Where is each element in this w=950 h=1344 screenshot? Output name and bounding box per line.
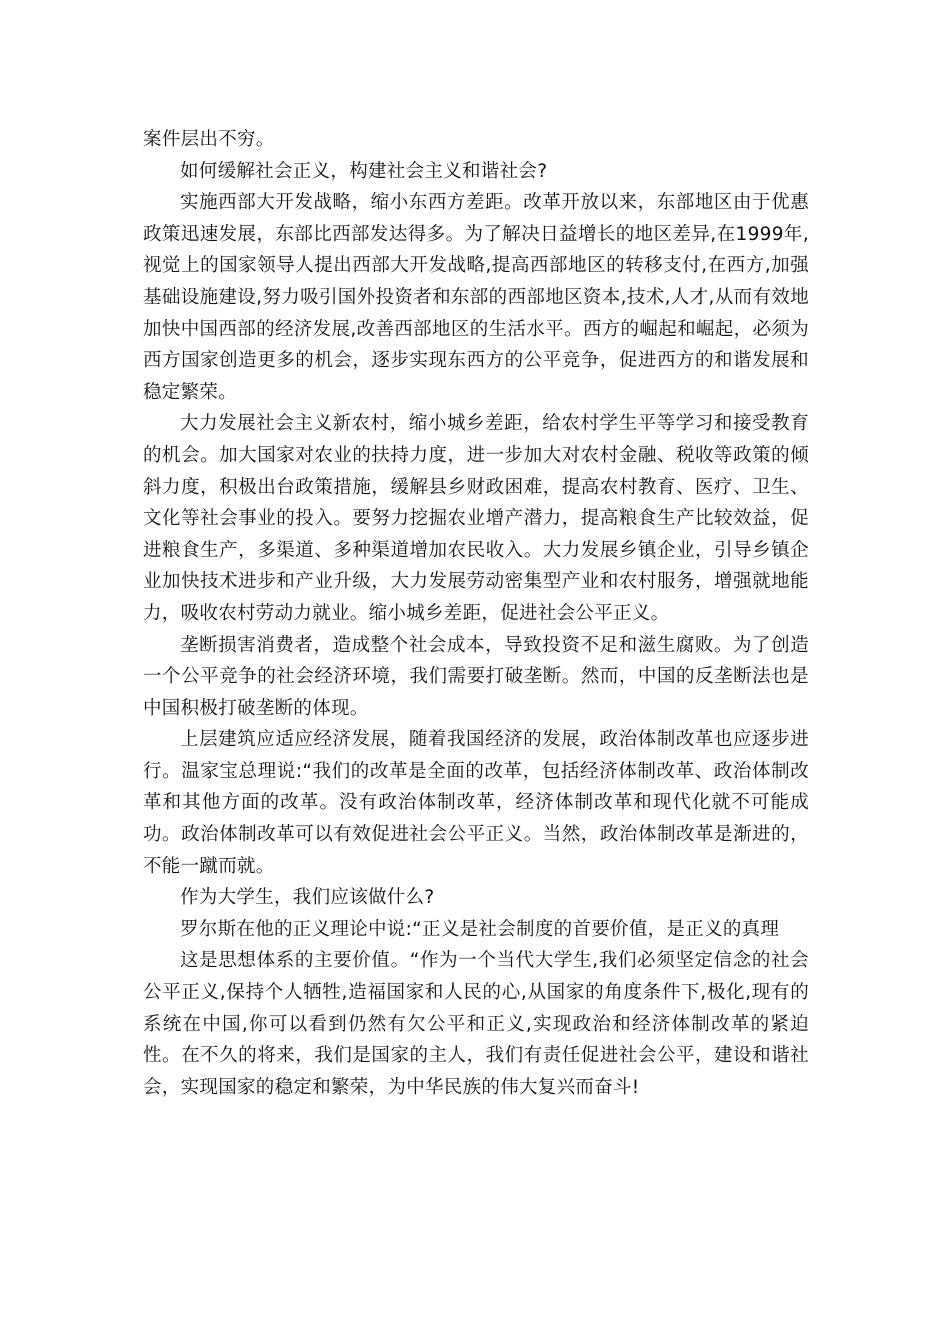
document-body xyxy=(143,124,809,1103)
paragraph-new-countryside: 大力发展社会主义新农村，缩小城乡差距，给农村学生平等学习和接受教育的机会。加大国家对农业的扶持力度，进一步加大对农村金融、税收等政策的倾斜力度，积极出台政策措施，缓解县乡财政困难，提高农村教育、医疗、卫生、文化等社会事业的投入。要努力挖掘农业增产潜力，提高粮食生产比较效益，促进粮食生产，多渠道、多种渠道增加农民收入。大力发展乡镇企业，引导乡镇企业加快技术进步和产业升级，大力发展劳动密集型产业和农村服务，增强就地能力，吸收农村劳动力就业。缩小城乡差距，促进社会公平正义。 xyxy=(143,413,809,624)
paragraph-continuation: 案件层出不穷。 xyxy=(143,129,275,150)
paragraph-western-development: 实施西部大开发战略，缩小东西方差距。改革开放以来，东部地区由于优惠政策迅速发展，东部比西部发达得多。为了解决日益增长的地区差异,在1999年,视觉上的国家领导人提出西部大开发战略,提高西部地区的转移支付,在西方,加强基础设施建设,努力吸引国外投资者和东部的西部地区资本,技术,人才,从而有效地加快中国西部的经济发展,改善西部地区的生活水平。西方的崛起和崛起，必须为西方国家创造更多的机会，逐步实现东西方的公平竞争，促进西方的和谐发展和稳定繁荣。 xyxy=(143,192,809,403)
paragraph-question-1: 如何缓解社会正义，构建社会主义和谐社会? xyxy=(180,160,548,182)
paragraph-rawls-quote: 罗尔斯在他的正义理论中说:“正义是社会制度的首要价值，是正义的真理 xyxy=(180,918,780,940)
paragraph-monopoly: 垄断损害消费者，造成整个社会成本，导致投资不足和滋生腐败。为了创造一个公平竞争的社会经济环境，我们需要打破垄断。然而，中国的反垄断法也是中国积极打破垄断的体现。 xyxy=(143,634,809,719)
paragraph-conclusion: 这是思想体系的主要价值。“作为一个当代大学生,我们必须坚定信念的社会公平正义,保持个人牺牲,造福国家和人民的心,从国家的角度条件下,极化,现有的系统在中国,你可以看到仍然有欠公平和正义,实现政治和经济体制改革的紧迫性。在不久的将来，我们是国家的主人，我们有责任促进社会公平，建设和谐社会，实现国家的稳定和繁荣，为中华民族的伟大复兴而奋斗! xyxy=(143,950,809,1098)
paragraph-political-reform: 上层建筑应适应经济发展，随着我国经济的发展，政治体制改革也应逐步进行。温家宝总理说:“我们的改革是全面的改革，包括经济体制改革、政治体制改革和其他方面的改革。没有政治体制改革，经济体制改革和现代化就不可能成功。政治体制改革可以有效促进社会公平正义。当然，政治体制改革是渐进的，不能一蹴而就。 xyxy=(143,729,809,877)
paragraph-question-2: 作为大学生，我们应该做什么? xyxy=(180,887,435,909)
